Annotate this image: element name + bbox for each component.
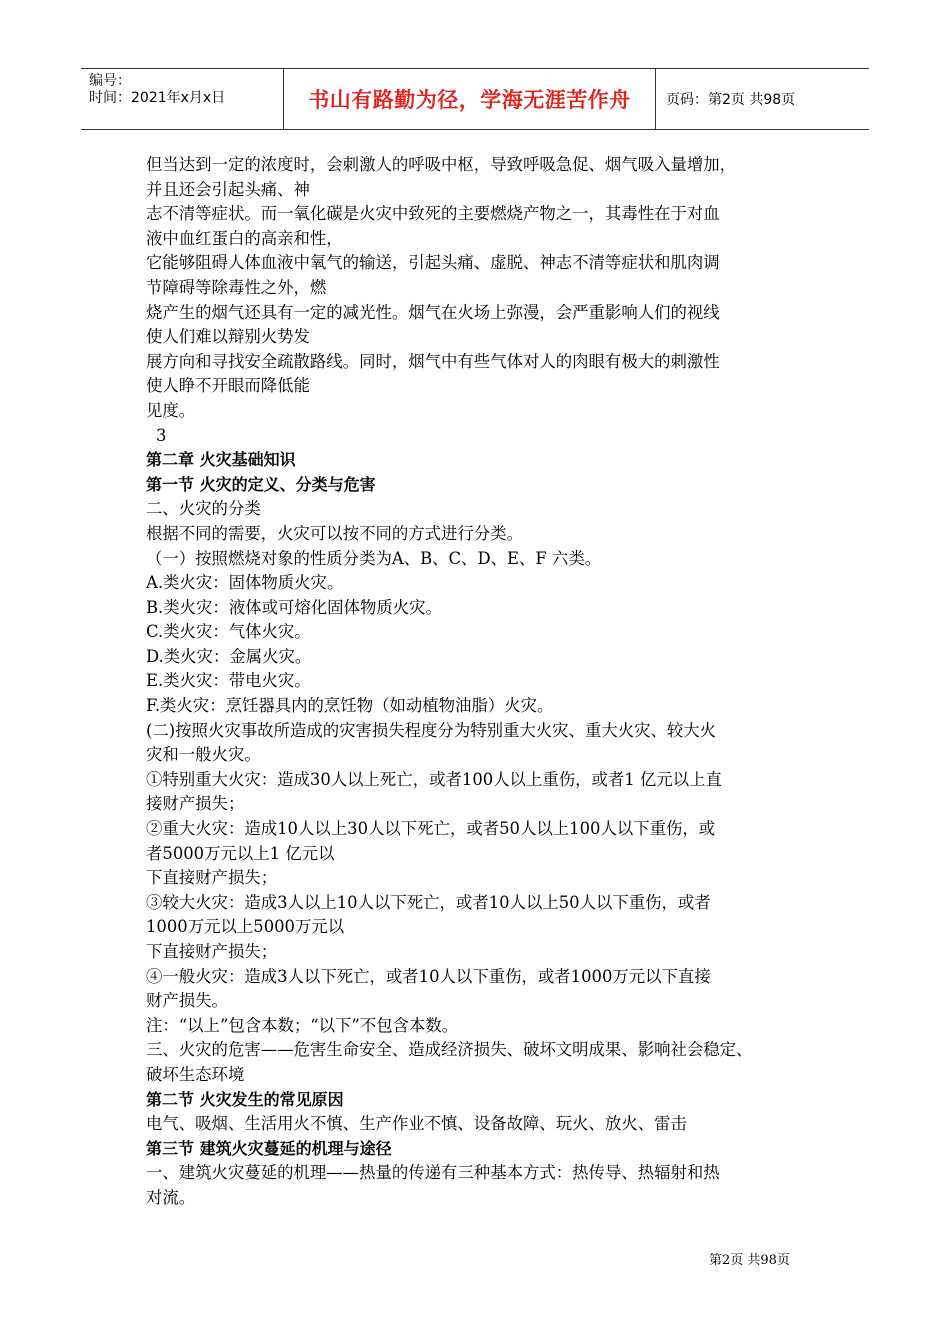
body-line: 下直接财产损失； [146, 942, 278, 961]
body-line: 液中血红蛋白的高亲和性， [146, 228, 343, 248]
body-line: 使人们难以辩别火势发 [146, 327, 310, 347]
body-line: F.类火灾：烹饪器具内的烹饪物（如动植物油脂）火灾。 [146, 696, 554, 716]
body-line: 接财产损失； [146, 794, 245, 814]
section-heading: 第三节 建筑火灾蔓延的机理与途径 [146, 1138, 392, 1158]
body-line: 下直接财产损失； [146, 868, 278, 888]
body-line: 1000万元以上5000万元以 [146, 917, 345, 937]
body-line: C.类火灾：气体火灾。 [146, 622, 311, 642]
body-line: 见度。 [146, 400, 196, 420]
doc-code-label: 编号： [89, 73, 131, 89]
page-footer: 第2页 共98页 [709, 1253, 790, 1268]
body-line: ①特别重大火灾：造成30人以上死亡，或者100人以上重伤，或者1 亿元以上直 [146, 769, 722, 789]
body-line: 节障碍等除毒性之外，燃 [146, 277, 327, 297]
body-line: 一、建筑火灾蔓延的机理——热量的传递有三种基本方式：热传导、热辐射和热 [146, 1163, 720, 1183]
body-line: ②重大火灾：造成10人以上30人以下死亡，或者50人以上100人以下重伤，或 [146, 819, 716, 839]
page-header [81, 68, 869, 130]
section-heading: 第二章 火灾基础知识 [146, 450, 296, 470]
page-number-mark: 3 [156, 425, 167, 445]
header-motto: 书山有路勤为径，学海无涯苦作舟 [283, 69, 656, 129]
body-line: 但当达到一定的浓度时，会刺激人的呼吸中枢，导致呼吸急促、烟气吸入量增加， [146, 155, 737, 174]
body-line: ③较大火灾：造成3人以上10人以下死亡，或者10人以上50人以下重伤，或者 [146, 892, 711, 912]
body-line: 破坏生态环境 [146, 1064, 245, 1084]
body-line: 二、火灾的分类 [146, 499, 261, 519]
body-line: E.类火灾：带电火灾。 [146, 671, 311, 691]
body-line: 并且还会引起头痛、神 [146, 179, 310, 199]
body-line: 它能够阻碍人体血液中氧气的输送，引起头痛、虚脱、神志不清等症状和肌肉调 [146, 253, 720, 273]
body-line: 灾和一般火灾。 [146, 745, 261, 765]
body-line: 电气、吸烟、生活用火不慎、生产作业不慎、设备故障、玩火、放火、雷击 [146, 1114, 687, 1134]
section-heading: 第二节 火灾发生的常见原因 [146, 1089, 344, 1109]
body-line: 展方向和寻找安全疏散路线。同时，烟气中有些气体对人的肉眼有极大的刺激性 [146, 351, 720, 371]
body-line: ④一般火灾：造成3人以下死亡，或者10人以下重伤，或者1000万元以下直接 [146, 966, 711, 986]
section-heading: 第一节 火灾的定义、分类与危害 [146, 474, 376, 494]
body-line: 三、火灾的危害——危害生命安全、造成经济损失、破坏文明成果、影响社会稳定、 [146, 1040, 753, 1060]
doc-time-label: 时间：2021年x月x日 [89, 90, 226, 106]
header-info [81, 69, 283, 129]
body-line: 根据不同的需要，火灾可以按不同的方式进行分类。 [146, 523, 523, 543]
body-line: 财产损失。 [146, 991, 228, 1011]
document-body [146, 153, 826, 1211]
header-page-info: 页码：第2页 共98页 [666, 92, 796, 108]
body-line: (二)按照火灾事故所造成的灾害损失程度分为特别重大火灾、重大火灾、较大火 [146, 720, 717, 740]
body-line: D.类火灾：金属火灾。 [146, 646, 312, 666]
body-line: A.类火灾：固体物质火灾。 [146, 573, 344, 593]
body-line: 志不清等症状。而一氧化碳是火灾中致死的主要燃烧产物之一，其毒性在于对血 [146, 204, 720, 224]
body-line: （一）按照燃烧对象的性质分类为A、B、C、D、E、F 六类。 [146, 548, 602, 568]
body-line: B.类火灾：液体或可熔化固体物质火灾。 [146, 597, 442, 617]
body-line: 注：“以上”包含本数；“以下”不包含本数。 [146, 1015, 459, 1035]
body-line: 使人睁不开眼而降低能 [146, 376, 310, 396]
body-line: 对流。 [146, 1187, 196, 1207]
body-line: 烧产生的烟气还具有一定的减光性。烟气在火场上弥漫，会严重影响人们的视线 [146, 302, 720, 322]
body-line: 者5000万元以上1 亿元以 [146, 843, 335, 863]
